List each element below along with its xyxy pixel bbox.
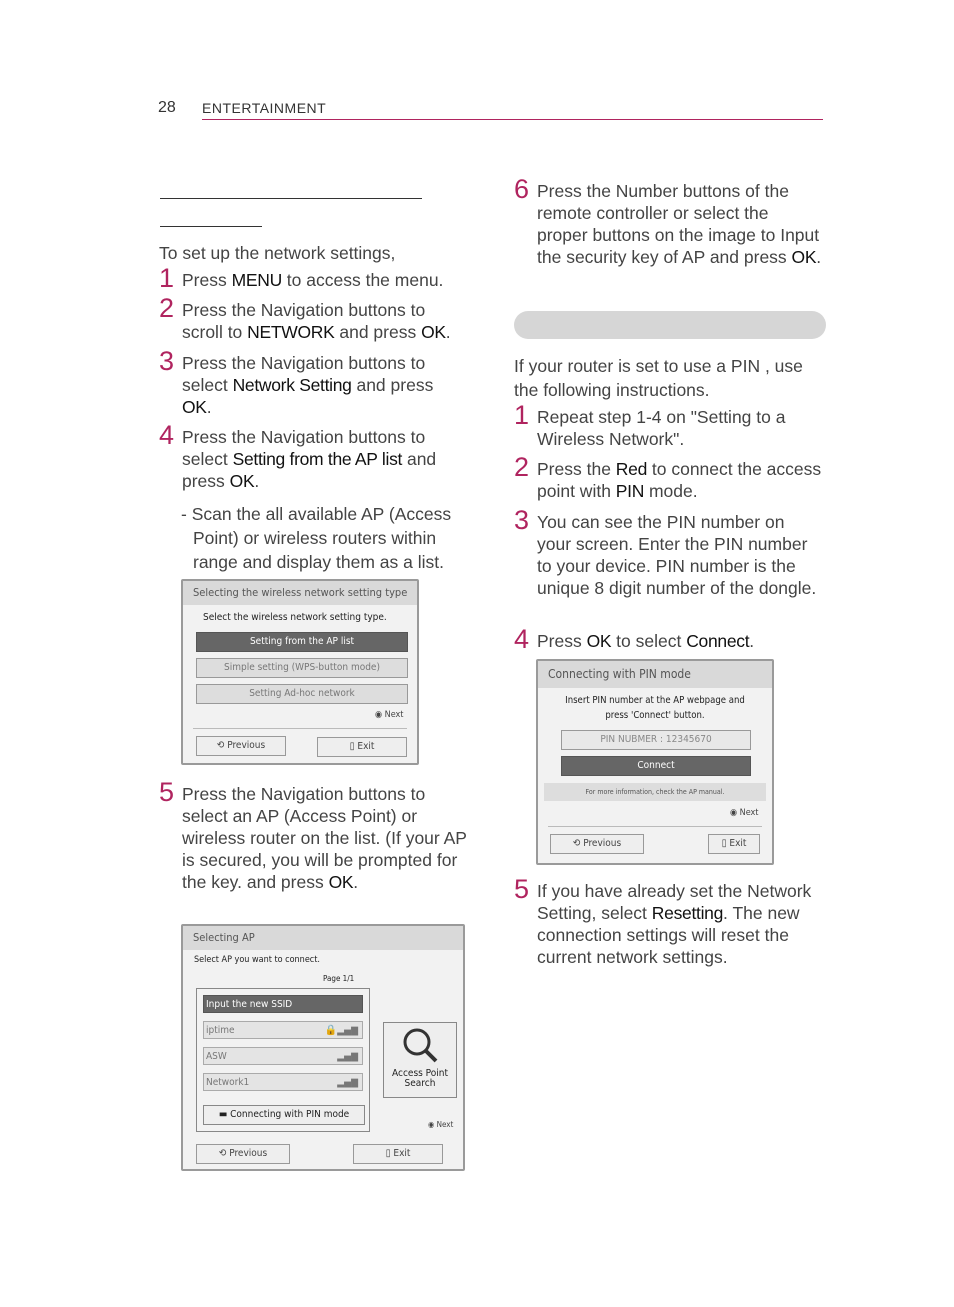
signal-icon: ▂▄▆	[337, 1051, 358, 1062]
ap-item-network1[interactable]: Network1 ▂▄▆	[203, 1073, 363, 1091]
exit-icon: ▯	[349, 741, 358, 752]
ap-item-new-ssid[interactable]: Input the new SSID	[203, 995, 363, 1013]
pin-number-field: PIN NUBMER : 12345670	[561, 730, 751, 750]
exit-button[interactable]: ▯ Exit	[708, 834, 760, 854]
info-note: For more information, check the AP manual.	[544, 783, 766, 801]
option-ap-list[interactable]: Setting from the AP list	[196, 632, 408, 652]
step-text: Press the Navigation buttons to select an AP (Access Point) or wireless router on the list. (If your AP is secured, you will be prompted for the key. and press OK.	[182, 784, 467, 892]
page-number: 28	[158, 99, 176, 116]
dialog-title: Connecting with PIN mode	[538, 661, 772, 688]
step-text: You can see the PIN number on your screen. Enter the PIN number to your device. PIN number is the unique 8 digit number of the dongle.	[537, 512, 817, 598]
step-number: 1	[514, 400, 530, 430]
step-text: Press the Red to connect the access point with PIN mode.	[537, 459, 822, 501]
signal-icon: ▂▄▆	[337, 1077, 358, 1088]
pin-mode-button[interactable]: ▬ Connecting with PIN mode	[203, 1105, 365, 1125]
remote-key-icon: ▬	[218, 1109, 231, 1120]
step-number: 5	[514, 874, 530, 904]
ok-icon: ◉	[730, 808, 740, 818]
back-icon: ⟲	[572, 838, 584, 849]
previous-button[interactable]: ⟲ Previous	[550, 834, 644, 854]
left-intro: To set up the network settings,	[159, 243, 396, 263]
step-number: 3	[159, 346, 175, 376]
exit-button[interactable]: ▯ Exit	[353, 1144, 443, 1164]
network-type-dialog	[181, 579, 419, 765]
step-number: 1	[159, 263, 175, 293]
exit-icon: ▯	[721, 838, 730, 849]
ap-search-button[interactable]	[383, 1022, 457, 1098]
dialog-separator	[193, 728, 407, 729]
next-hint: ◉ Next	[375, 710, 404, 720]
step-text: Repeat step 1-4 on "Setting to a Wireless Network".	[537, 407, 786, 449]
ok-icon: ◉	[375, 710, 385, 720]
step-number: 4	[514, 624, 530, 654]
page-indicator: Page 1/1	[323, 974, 355, 983]
step-text: Press the Number buttons of the remote controller or select the proper buttons on the image to Input the security key of AP and press OK.	[537, 181, 822, 267]
next-hint: ◉ Next	[428, 1120, 454, 1129]
search-label: Access Point Search	[392, 1068, 448, 1089]
dialog-subtitle: Select AP you want to connect.	[194, 955, 320, 965]
back-icon: ⟲	[216, 740, 228, 751]
option-wps[interactable]: Simple setting (WPS-button mode)	[196, 658, 408, 678]
lock-signal-icon: 🔒▂▄▆	[324, 1025, 358, 1036]
ap-list	[196, 988, 370, 1132]
step-number: 2	[159, 293, 175, 323]
ap-item-iptime[interactable]: iptime 🔒▂▄▆	[203, 1021, 363, 1039]
section-title: ENTERTAINMENT	[202, 100, 327, 116]
dialog-separator	[548, 826, 762, 827]
header-rule	[202, 119, 823, 120]
option-adhoc[interactable]: Setting Ad-hoc network	[196, 684, 408, 704]
step-text: If you have already set the Network Setting, select Resetting. The new connection settings will reset the current network settings.	[537, 881, 812, 967]
ap-item-asw[interactable]: ASW ▂▄▆	[203, 1047, 363, 1065]
ok-icon: ◉	[428, 1120, 437, 1129]
step-text: Press the Navigation buttons to select Setting from the AP list and press OK.	[182, 427, 437, 491]
step-number: 3	[514, 505, 530, 535]
connect-button[interactable]: Connect	[561, 756, 751, 776]
step-text: Press the Navigation buttons to select Network Setting and press OK.	[182, 353, 434, 417]
step-number: 4	[159, 420, 175, 450]
section-heading-bar	[514, 311, 826, 339]
pin-mode-dialog	[536, 659, 774, 865]
step-number: 5	[159, 777, 175, 807]
step-text: Press the Navigation buttons to scroll to NETWORK and press OK.	[182, 300, 451, 342]
search-icon	[400, 1025, 440, 1065]
selecting-ap-dialog	[181, 924, 465, 1171]
step-number: 2	[514, 452, 530, 482]
back-icon: ⟲	[218, 1148, 230, 1159]
right-intro: If your router is set to use a PIN , use the following instructions.	[514, 356, 803, 400]
dialog-subtitle: Select the wireless network setting type.	[203, 612, 387, 623]
exit-button[interactable]: ▯ Exit	[317, 737, 407, 757]
heading-rule	[160, 198, 422, 199]
heading-rule-short	[160, 226, 262, 227]
step-number: 6	[514, 174, 530, 204]
step-text: Press OK to select Connect.	[537, 631, 755, 651]
dialog-instructions: Insert PIN number at the AP webpage and press 'Connect' button.	[565, 695, 745, 721]
dialog-title: Selecting AP	[183, 926, 463, 950]
next-hint: ◉ Next	[730, 808, 759, 818]
scan-note: - Scan the all available AP (Access Point) or wireless routers within range and display them as a list.	[181, 504, 452, 572]
exit-icon: ▯	[385, 1148, 394, 1159]
dialog-title: Selecting the wireless network setting type	[183, 581, 417, 605]
previous-button[interactable]: ⟲ Previous	[196, 1144, 290, 1164]
step-text: Press MENU to access the menu.	[182, 270, 444, 290]
previous-button[interactable]: ⟲ Previous	[196, 736, 286, 756]
